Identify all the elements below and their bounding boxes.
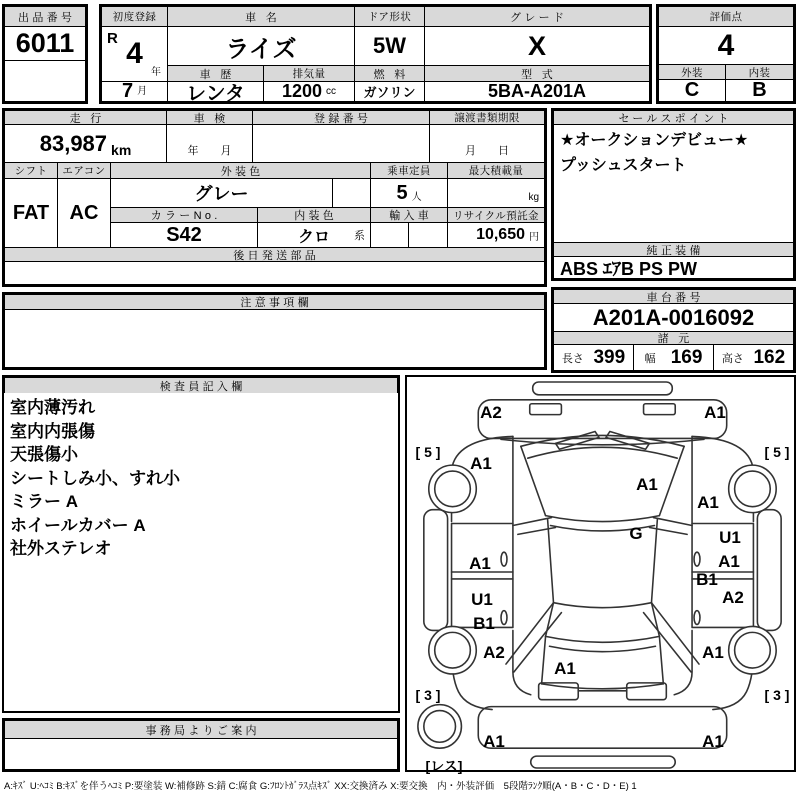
ext-color-value: グレー [110,178,333,208]
lot-number-header: 出品番号 [4,6,86,27]
mileage-unit: km [111,142,132,158]
import-car-cell-1 [370,222,409,248]
model-code-value: 5BA-A201A [424,81,650,102]
color-no-header: カラーNo. [110,207,258,223]
fuel-value: ガソリン [354,81,425,102]
height-cell [713,344,794,371]
damage-marker: B1 [473,614,495,633]
damage-marker: A1 [483,732,505,751]
dimensions-header: 諸 元 [553,331,794,345]
int-color-value [257,222,371,248]
interior-grade-value: B [725,79,794,102]
capacity-value [370,178,448,208]
exterior-grade-header: 外装 [658,64,726,80]
equipment-value: ABS ｴｱB PS PW [553,256,794,279]
sales-point-header: セールスポイント [553,110,794,125]
capacity-number: 5 [396,181,408,204]
ext-color-header: 外装色 [110,162,371,179]
era-letter: R [107,30,118,47]
first-reg-month: 7 [121,81,134,102]
tire-rating-label: [ 3 ] [764,687,790,703]
displacement-number: 1200 [281,81,323,101]
damage-marker: A1 [718,552,740,571]
chassis-value: A201A-0016092 [553,303,794,332]
length-label: 長さ [561,352,584,365]
width-value: 169 [670,346,703,368]
tire-rating-label: [レス] [425,758,463,774]
displacement-unit: cc [326,86,337,97]
displacement-value [263,81,355,102]
car-name-header: 車 名 [167,6,355,27]
mileage-value [4,124,167,163]
text-line: 社外ステレオ [10,539,112,558]
exterior-grade-value: C [658,79,726,102]
tire-rating-label: [ 5 ] [415,444,441,460]
model-code-header: 型 式 [424,65,650,82]
lot-number-box [2,4,88,104]
transfer-deadline-header: 譲渡書類期限 [429,110,545,125]
office-notice-content [4,738,398,770]
door-shape-header: ドア形状 [354,6,425,27]
transfer-deadline-value: 月 日 [429,124,545,163]
first-reg-header: 初度登録 [101,6,168,27]
door-shape-value: 5W [354,26,425,66]
text-line: 室内薄汚れ [10,398,95,417]
text-line: シートしみ小、すれ小 [10,468,180,488]
first-reg-month-cell [101,81,168,102]
mileage-number: 83,987 [39,130,108,156]
damage-marker: A1 [469,554,491,573]
shaken-value: 年 月 [166,124,253,163]
max-load-unit: kg [528,192,539,203]
mileage-header: 走 行 [4,110,167,125]
capacity-header: 乗車定員 [370,162,448,179]
color-no-value: S42 [110,222,258,248]
tire-rating-label: [ 3 ] [415,687,441,703]
office-notice-box [2,718,400,772]
aircon-value: AC [57,178,111,248]
length-cell [553,344,634,371]
equipment-header: 純正装備 [553,242,794,257]
damage-marker: A1 [704,403,726,422]
damage-marker: U1 [471,590,493,609]
reg-number-header: 登録番号 [252,110,430,125]
grade-header: グレード [424,6,650,27]
shift-header: シフト [4,162,58,179]
history-header: 車 歴 [167,65,264,82]
condition-table [2,108,547,287]
vehicle-info-table [99,4,652,104]
damage-marker: U1 [719,528,741,547]
damage-marker: A1 [636,475,658,494]
text-line: 天張傷小 [10,445,78,464]
recycle-deposit-number: 10,650 [476,226,525,243]
later-parts-header: 後日発送部品 [4,247,545,262]
office-notice-header: 事務局よりご案内 [4,720,398,739]
damage-marker: A1 [702,732,724,751]
first-reg-year-cell [101,26,168,82]
month-suffix: 月 [137,86,148,97]
legend-text: A:ｷｽﾞ U:ﾍｺﾐ B:ｷｽﾞを伴うﾍｺﾐ P:要塗装 W:補修跡 S:錆 C:腐食 G:ﾌﾛﾝﾄｶﾞﾗｽ点ｷｽﾞ XX:交換済み X:要交換 内・外装評価 5段階ﾗﾝｸ順(A・B・C・D・E) 1 [4,781,637,792]
inspector-header: 検査員記入欄 [4,377,398,394]
sales-point-content [553,124,794,243]
first-reg-year: 4 [126,37,143,70]
damage-marker: A2 [483,643,505,662]
damage-marker: A1 [697,493,719,512]
sales-point-box [551,108,796,281]
capacity-unit: 人 [411,192,422,203]
car-name-value: ライズ [167,26,355,66]
text-line: ★オークションデビュー★ [560,132,749,149]
recycle-deposit-value [447,222,545,248]
aircon-header: エアコン [57,162,111,179]
reg-number-value [252,124,430,163]
chassis-box [551,287,796,373]
import-car-cell-2 [408,222,448,248]
damage-marker: A2 [480,403,502,422]
score-box [656,4,796,104]
score-value: 4 [658,26,794,65]
int-color-suffix: 系 [354,230,365,242]
interior-grade-header: 内装 [725,64,794,80]
damage-marker: A1 [702,643,724,662]
length-value: 399 [593,346,626,368]
chassis-header: 車台番号 [553,289,794,304]
tire-rating-label: [ 5 ] [764,444,790,460]
shift-value: FAT [4,178,58,248]
width-cell [633,344,714,371]
height-label: 高さ [721,352,744,365]
damage-marker: B1 [696,570,718,589]
later-parts-value [4,261,545,285]
history-value: レンタ [167,81,264,102]
lot-number-empty [4,60,86,102]
recycle-deposit-unit: 円 [529,232,539,243]
recycle-deposit-header: リサイクル預託金 [447,207,545,223]
inspector-content [4,393,398,711]
score-header: 評価点 [658,6,794,27]
damage-marker-layer [407,377,794,774]
text-line: 室内内張傷 [10,421,95,441]
inspector-box [2,375,400,713]
damage-marker: G [629,524,643,543]
year-suffix: 年 [151,67,161,78]
import-car-header: 輸入車 [370,207,448,223]
max-load-value [447,178,545,208]
fuel-header: 燃 料 [354,65,425,82]
ext-color-empty-cell [332,178,371,208]
height-value: 162 [753,346,786,368]
max-load-header: 最大積載量 [447,162,545,179]
damage-marker: A2 [722,588,744,607]
grade-value: X [424,26,650,66]
int-color-name: クロ [297,228,330,246]
damage-diagram-box [405,375,796,772]
damage-marker: A1 [470,454,492,473]
notes-content [4,309,545,368]
text-line: ミラー A [10,492,78,511]
notes-header: 注意事項欄 [4,294,545,310]
text-line: プッシュスタート [560,157,687,174]
shaken-header: 車 検 [166,110,253,125]
notes-box [2,292,547,370]
displacement-header: 排気量 [263,65,355,82]
text-line: ホイールカバー A [10,515,146,535]
damage-marker: A1 [554,659,576,678]
width-label: 幅 [644,352,656,365]
lot-number-value: 6011 [4,26,86,61]
int-color-header: 内装色 [257,207,371,223]
